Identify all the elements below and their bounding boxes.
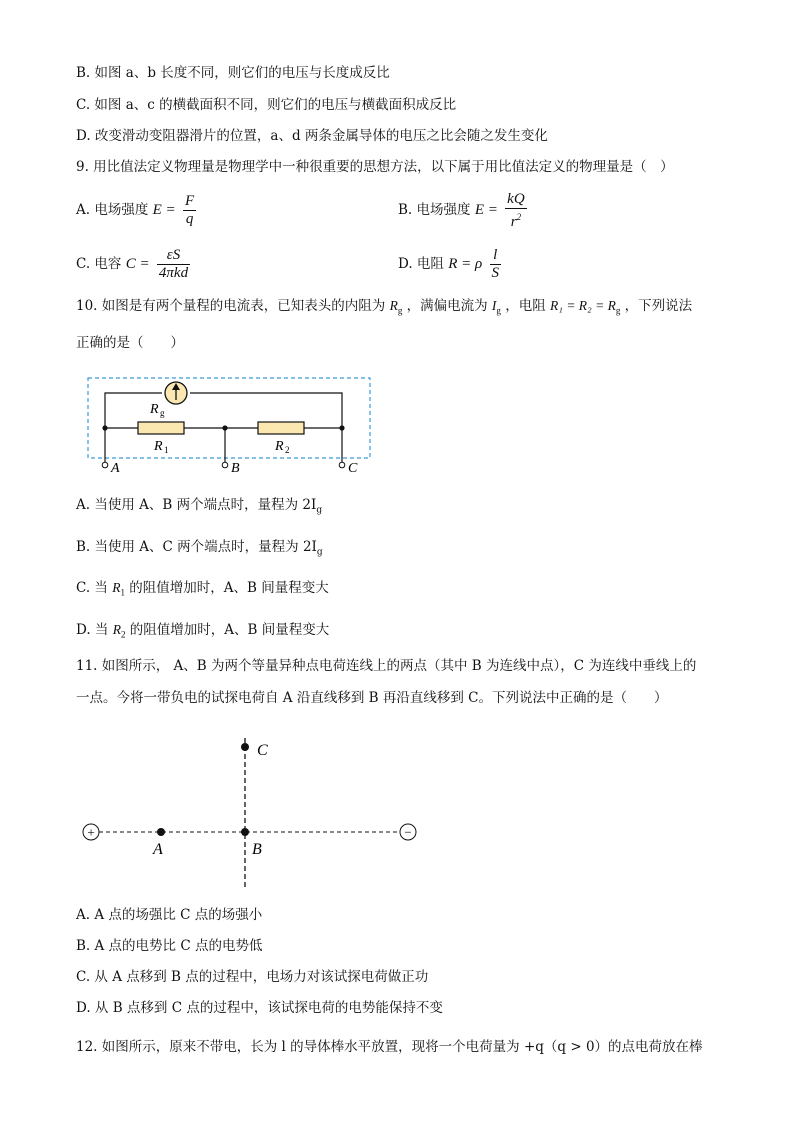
resistor-r1-icon [138,422,184,434]
q11-option-d: D. 从 B 点移到 C 点的过程中，该试探电荷的电势能保持不变 [76,1000,443,1016]
ammeter-circuit-diagram [80,372,380,476]
q10-option-b: B. 当使用 A、C 两个端点时，量程为 $2I_g$ [76,539,323,558]
q9-option-d [398,244,504,284]
terminal-a [102,462,108,468]
fraction-numerator: kQ [507,190,525,207]
point-a [157,828,165,836]
label-rg: R [150,402,159,417]
r2-symbol: $R_2$ [112,622,126,640]
label-r2-sub: 2 [285,445,290,455]
q10-option-a: A. 当使用 A、B 两个端点时，量程为 $2I_g$ [76,497,323,516]
svg-text:−: − [404,824,412,840]
label-terminal-b: B [231,461,240,476]
svg-text:+: + [87,824,95,840]
q9-option-d-lhs: R = ρ [448,256,483,272]
q10-option-d: D. 当 $R_2$ 的阻值增加时，A、B 间量程变大 [76,622,330,640]
q11-option-a: A. A 点的场强比 C 点的场强小 [76,907,263,923]
q8-option-b: B. 如图 a、b 长度不同，则它们的电压与长度成反比 [76,65,390,81]
q11-stem-line1: 11. 如图所示， A、B 为两个等量异种点电荷连线上的两点（其中 B 为连线中点），C 为连线中垂线上的 [76,658,697,674]
terminal-c [339,462,345,468]
q9-option-a-fraction [183,193,196,228]
q9-option-c-fraction [157,247,190,282]
q11-option-b: B. A 点的电势比 C 点的电势低 [76,938,263,954]
resistor-r2-icon [258,422,304,434]
q9-option-a-lhs: E = [152,202,176,218]
fraction-numerator: F [184,193,195,209]
point-b [241,828,249,836]
fraction-numerator: l [490,247,502,265]
label-terminal-c: C [348,461,358,476]
rg-symbol: $R_g$ [389,298,403,316]
q9-option-b-lhs: E = [474,202,498,218]
q10-stem-line2: 正确的是（ ） [76,335,184,351]
q11-stem-line2: 一点。今将一带负电的试探电荷自 A 沿直线移到 B 再沿直线移到 C。下列说法中正确的是（ ） [76,690,668,706]
q9-option-b-label: B. 电场强度 [398,202,471,218]
q10-option-c: C. 当 $R_1$ 的阻值增加时，A、B 间量程变大 [76,580,329,598]
q10-stem: 10. 如图是有两个量程的电流表，已知表头的内阻为 $R_g$ ，满偏电流为 $I_g$ ，电阻 $R_1 = R_2 = R_g$ ，下列说法 [76,298,693,316]
fraction-denominator: q [185,211,194,227]
q9-option-d-label: D. 电阻 [398,256,444,272]
label-point-a: A [153,841,163,858]
label-r1-sub: 1 [164,445,169,455]
label-terminal-a: A [111,461,120,476]
q9-option-a-label: A. 电场强度 [76,202,149,218]
q8-option-d: D. 改变滑动变阻器滑片的位置，a、d 两条金属导体的电压之比会随之发生变化 [76,128,548,144]
point-c [241,743,249,751]
resistor-equation: $R_1 = R_2 = R_g$ [550,298,621,316]
q9-option-c-lhs: C = [125,256,150,272]
terminal-b [222,462,228,468]
label-point-b: B [252,841,262,858]
fraction-denominator: $r^2$ [510,211,522,230]
q8-option-c: C. 如图 a、c 的横截面积不同，则它们的电压与横截面积成反比 [76,97,457,113]
point-charge-field-diagram [76,728,426,893]
q12-stem: 12. 如图所示，原来不带电，长为 l 的导体棒水平放置，现将一个电荷量为 +q（q > 0）的点电荷放在棒 [76,1039,703,1055]
q9-option-a [76,190,199,230]
r1-symbol: $R_1$ [112,580,125,598]
dashed-boundary [88,378,370,458]
q9-stem: 9. 用比值法定义物理量是物理学中一种很重要的思想方法，以下属于用比值法定义的物理量是（ ） [76,159,674,175]
q9-option-b [398,190,530,231]
fraction-denominator: 4πkd [158,265,189,281]
fraction-denominator: S [491,265,500,281]
label-r2: R [275,439,284,454]
label-point-c: C [257,742,268,759]
ig-symbol: $I_g$ [491,298,501,316]
q11-option-c: C. 从 A 点移到 B 点的过程中，电场力对该试探电荷做正功 [76,969,429,985]
q9-option-c-label: C. 电容 [76,256,122,272]
label-r1: R [154,439,163,454]
label-rg-sub: g [160,408,165,418]
q9-option-c [76,244,193,284]
q9-option-b-fraction [505,191,527,231]
q9-option-d-fraction [490,247,502,282]
fraction-numerator: εS [157,247,190,265]
